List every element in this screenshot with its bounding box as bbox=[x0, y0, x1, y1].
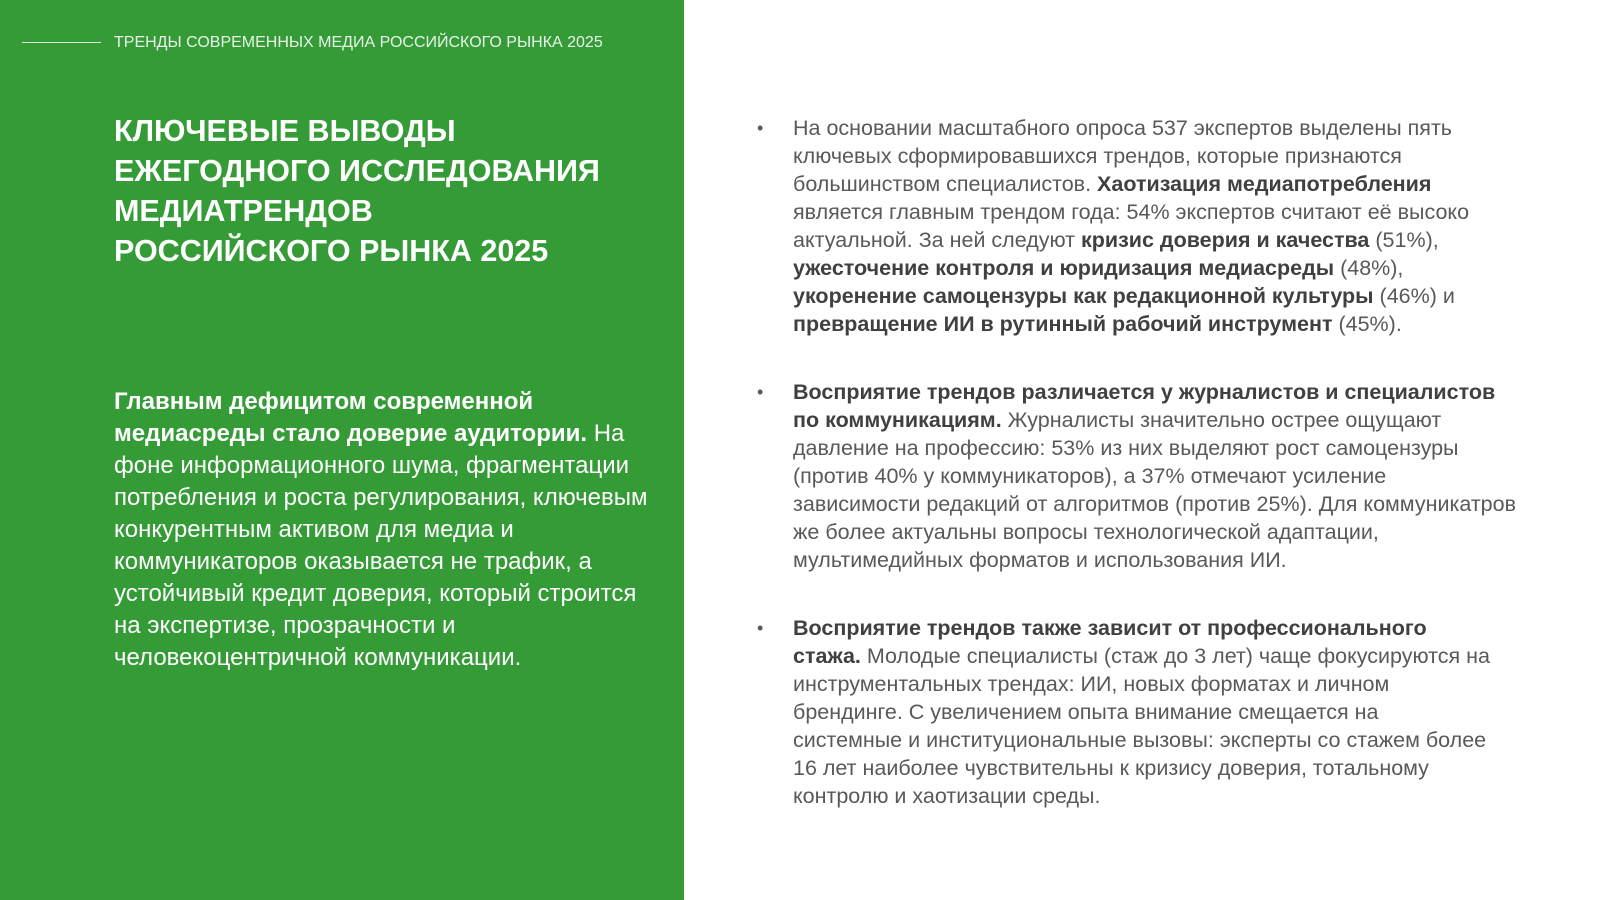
left-panel bbox=[0, 0, 684, 900]
title-line-4: РОССИЙСКОГО РЫНКА 2025 bbox=[114, 234, 549, 268]
bullet-icon: • bbox=[757, 382, 764, 402]
title-line-3: МЕДИАТРЕНДОВ bbox=[114, 194, 373, 228]
finding-bold: Хаотизация медиапотребления bbox=[1097, 172, 1432, 196]
finding-bold: Восприятие трендов различается у журналистов и специалистов по коммуникациям. bbox=[793, 380, 1496, 432]
finding-bold: ужесточение контроля и юридизация медиасреды bbox=[793, 256, 1335, 280]
finding-bold: Восприятие трендов также зависит от профессионального стажа. bbox=[793, 616, 1427, 668]
finding-bold: укоренение самоцензуры как редакционной культуры bbox=[793, 284, 1374, 308]
bullet-icon: • bbox=[757, 618, 764, 638]
findings-list bbox=[757, 114, 1517, 810]
finding-bold: кризис доверия и качества bbox=[1080, 228, 1370, 252]
header-title: ТРЕНДЫ СОВРЕМЕННЫХ МЕДИА РОССИЙСКОГО РЫНКА 2025 bbox=[114, 34, 603, 51]
lead-paragraph bbox=[114, 386, 662, 674]
finding-text: является главным трендом года: 54% экспертов считают её высоко актуальной. За ней следуют bbox=[793, 200, 1470, 252]
finding-item bbox=[757, 378, 1517, 574]
title-line-1: КЛЮЧЕВЫЕ ВЫВОДЫ bbox=[114, 114, 456, 148]
finding-text: (45%). bbox=[1338, 312, 1402, 336]
finding-text: (46%) и bbox=[1379, 284, 1455, 308]
header-divider bbox=[22, 42, 101, 43]
finding-text: Молодые специалисты (стаж до 3 лет) чаще фокусируются на инструментальных трендах: ИИ, новых форматах и личном брендинге. С увеличением опыта внимание смещается на системные и институциональные вызовы: эксперты со стажем более 16 лет наиболее чувствительны к кризису доверия, тотальному контролю и хаотизации среды. bbox=[793, 644, 1490, 808]
finding-text: На основании масштабного опроса 537 экспертов выделены пять ключевых сформировавшихся трендов, которые признаются большинством специалистов. bbox=[793, 116, 1452, 196]
lead-bold: Главным дефицитом современной медиасреды стало доверие аудитории. bbox=[114, 388, 588, 447]
finding-item bbox=[757, 614, 1493, 810]
title-line-2: ЕЖЕГОДНОГО ИССЛЕДОВАНИЯ bbox=[114, 154, 600, 188]
finding-text: (48%), bbox=[1340, 256, 1404, 280]
finding-item bbox=[757, 114, 1493, 338]
finding-bold: превращение ИИ в рутинный рабочий инструмент bbox=[793, 312, 1333, 336]
finding-text: Журналисты значительно острее ощущают давление на профессию: 53% из них выделяют рост самоцензуры (против 40% у коммуникаторов), а 37% отмечают усиление зависимости редакций от алгоритмов (против 25%). Для коммуникатров же более актуальны вопросы технологической адаптации, мультимедийных форматов и использования ИИ. bbox=[793, 408, 1517, 572]
page-title bbox=[114, 111, 674, 271]
finding-text: (51%), bbox=[1375, 228, 1439, 252]
lead-text: На фоне информационного шума, фрагментации потребления и роста регулирования, ключевым конкурентным активом для медиа и коммуникаторов оказывается не трафик, а устойчивый кредит доверия, который строится на экспертизе, прозрачности и человекоцентричной коммуникации. bbox=[114, 420, 648, 671]
bullet-icon: • bbox=[757, 118, 764, 138]
